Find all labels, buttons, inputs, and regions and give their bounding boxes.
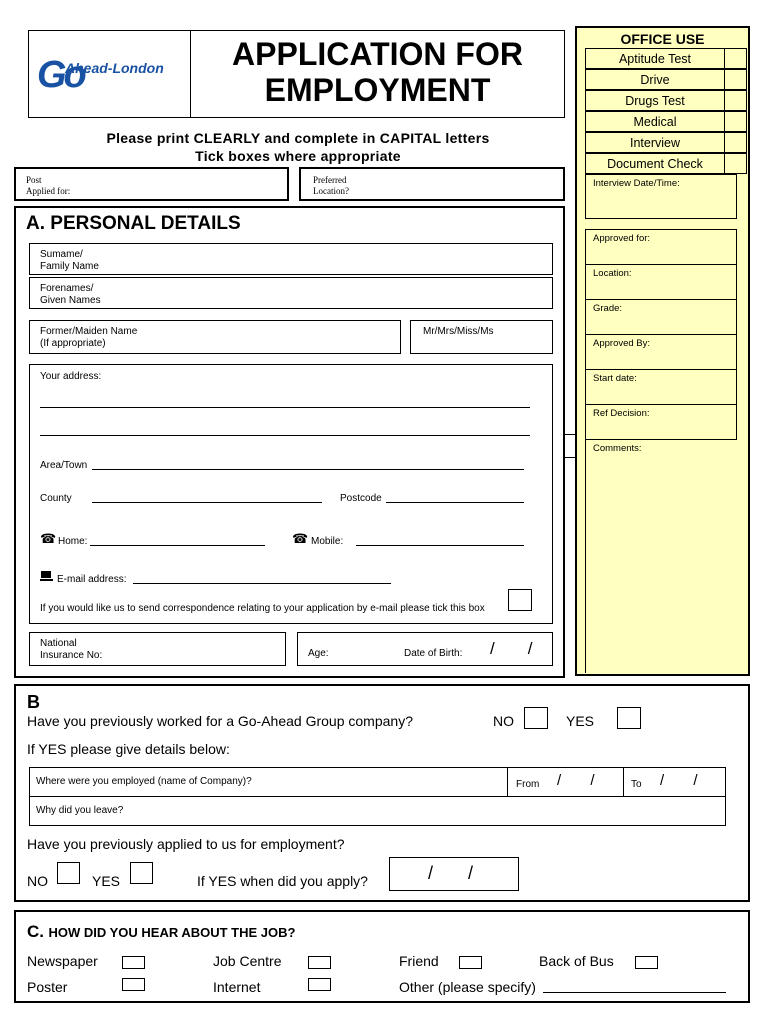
office-field-label: Location: [593, 268, 632, 279]
page-title-line2: EMPLOYMENT [264, 72, 491, 108]
applied-yes-label: YES [92, 873, 121, 889]
phone-mobile-icon: ☎ [292, 531, 309, 546]
post-applied-field[interactable] [14, 167, 289, 201]
office-field-label: Approved By: [593, 338, 651, 349]
address-label: Your address: [40, 371, 102, 382]
area-town-line[interactable] [92, 469, 524, 470]
worked-no-checkbox[interactable] [524, 707, 548, 729]
address-line-1[interactable] [40, 407, 530, 408]
option-back-of-bus-label: Back of Bus [539, 953, 614, 969]
applied-no-checkbox[interactable] [57, 862, 80, 884]
title-box [190, 30, 565, 118]
option-internet-checkbox[interactable] [308, 978, 331, 991]
county-line[interactable] [92, 502, 322, 503]
office-checkbox-aptitude-test[interactable] [724, 48, 747, 69]
why-left-field[interactable] [30, 796, 725, 825]
to-label: To [631, 779, 642, 790]
option-friend-checkbox[interactable] [459, 956, 482, 969]
option-newspaper-checkbox[interactable] [122, 956, 145, 969]
office-field-start-date[interactable] [585, 369, 737, 405]
email-tick-text: If you would like us to send correspondence relating to your application by e-mail please tick this box [40, 603, 485, 614]
preferred-location-label: Preferred Location? [313, 175, 349, 196]
instruction-tick: Tick boxes where appropriate [195, 148, 401, 164]
home-phone-line[interactable] [90, 545, 265, 546]
from-label: From [516, 779, 540, 790]
comments-area[interactable] [585, 433, 737, 673]
surname-field[interactable] [29, 243, 553, 275]
office-check-document-check: Document Check [585, 153, 725, 174]
office-checkbox-document-check[interactable] [724, 153, 747, 174]
computer-icon [40, 571, 53, 582]
office-use-panel [575, 26, 750, 676]
post-applied-label: Post Applied for: [26, 175, 71, 196]
to-slashes: / / [660, 772, 698, 789]
national-insurance-field[interactable] [29, 632, 286, 666]
area-town-label: Area/Town [40, 460, 88, 471]
title-field-label: Mr/Mrs/Miss/Ms [423, 326, 494, 337]
option-job-centre-checkbox[interactable] [308, 956, 331, 969]
section-c-title: HOW DID YOU HEAR ABOUT THE JOB? [48, 925, 296, 940]
interview-date-time-label: Interview Date/Time: [593, 178, 680, 189]
mobile-phone-line[interactable] [356, 545, 524, 546]
age-label: Age: [308, 648, 329, 659]
home-phone-label: Home: [58, 536, 88, 547]
section-a-personal-details [14, 206, 565, 678]
office-checkbox-drugs-test[interactable] [724, 90, 747, 111]
option-other-line[interactable] [543, 992, 726, 993]
section-c-heading [27, 922, 295, 942]
previously-worked-question: Have you previously worked for a Go-Ahead Group company? [27, 713, 413, 729]
office-checkbox-interview[interactable] [724, 132, 747, 153]
section-b-previous-employment [14, 684, 750, 902]
national-insurance-label: National Insurance No: [40, 638, 103, 661]
preferred-location-field[interactable] [299, 167, 565, 201]
office-field-label: Start date: [593, 373, 637, 384]
option-poster-checkbox[interactable] [122, 978, 145, 991]
logo-box [28, 30, 191, 118]
applied-yes-checkbox[interactable] [130, 862, 153, 884]
option-newspaper-label: Newspaper [27, 953, 98, 969]
office-check-drugs-test: Drugs Test [585, 90, 725, 111]
worked-yes-label: YES [566, 713, 595, 729]
office-check-interview: Interview [585, 132, 725, 153]
email-consent-checkbox[interactable] [508, 589, 532, 611]
office-checkbox-medical[interactable] [724, 111, 747, 132]
phone-home-icon: ☎ [40, 531, 57, 546]
title-field[interactable] [410, 320, 553, 354]
option-poster-label: Poster [27, 979, 68, 995]
office-use-title: OFFICE USE [620, 31, 705, 47]
office-check-medical: Medical [585, 111, 725, 132]
interview-date-time-field[interactable] [585, 174, 737, 219]
section-b-heading: B [27, 692, 40, 712]
office-field-location[interactable] [585, 264, 737, 300]
company-label: Where were you employed (name of Company)? [36, 776, 252, 787]
dob-label: Date of Birth: [404, 648, 463, 659]
office-check-drive: Drive [585, 69, 725, 90]
previously-applied-question: Have you previously applied to us for employment? [27, 836, 345, 852]
age-dob-field [297, 632, 553, 666]
page-title-line1: APPLICATION FOR [232, 36, 523, 72]
option-other-label: Other (please specify) [399, 979, 536, 995]
logo-go-text: Go [37, 54, 84, 96]
applied-date-field[interactable] [389, 857, 519, 891]
option-back-of-bus-checkbox[interactable] [635, 956, 658, 969]
option-friend-label: Friend [399, 953, 439, 969]
office-field-label: Comments: [593, 443, 642, 454]
go-ahead-logo [37, 53, 187, 97]
email-line[interactable] [133, 583, 391, 584]
forenames-field[interactable] [29, 277, 553, 309]
postcode-line[interactable] [386, 502, 524, 503]
applied-no-label: NO [27, 873, 48, 889]
office-check-aptitude-test: Aptitude Test [585, 48, 725, 69]
office-field-grade[interactable] [585, 299, 737, 335]
dob-slashes[interactable]: / / [490, 639, 533, 658]
why-left-label: Why did you leave? [36, 805, 124, 816]
company-field[interactable] [30, 768, 508, 796]
forenames-label: Forenames/ Given Names [40, 283, 101, 306]
postcode-label: Postcode [340, 493, 382, 504]
when-applied-label: If YES when did you apply? [197, 873, 368, 889]
yes-details-instruction: If YES please give details below: [27, 741, 230, 757]
logo-ahead-london-text: Ahead-London [65, 60, 164, 76]
to-date-field[interactable] [624, 768, 725, 796]
office-field-label: Grade: [593, 303, 623, 314]
applied-date-slashes: / / [428, 863, 474, 883]
section-c-letter: C. [27, 922, 44, 941]
address-block [29, 364, 553, 624]
maiden-name-field[interactable] [29, 320, 401, 354]
section-c-how-heard [14, 910, 750, 1003]
address-line-2[interactable] [40, 435, 530, 436]
office-field-approved-for[interactable] [585, 229, 737, 265]
from-date-field[interactable] [508, 768, 624, 796]
office-field-label: Ref Decision: [593, 408, 650, 419]
email-label: E-mail address: [57, 574, 127, 585]
worked-no-label: NO [493, 713, 514, 729]
instruction-capitals: Please print CLEARLY and complete in CAPITAL letters [106, 130, 490, 146]
mobile-phone-label: Mobile: [311, 536, 344, 547]
from-slashes: / / [557, 772, 595, 789]
county-label: County [40, 493, 72, 504]
office-field-label: Approved for: [593, 233, 651, 244]
option-internet-label: Internet [213, 979, 261, 995]
section-a-heading: A. PERSONAL DETAILS [26, 213, 241, 234]
worked-yes-checkbox[interactable] [617, 707, 641, 729]
office-checkbox-drive[interactable] [724, 69, 747, 90]
office-field-approved-by[interactable] [585, 334, 737, 370]
maiden-name-label: Former/Maiden Name (If appropriate) [40, 326, 138, 349]
surname-label: Sumame/ Family Name [40, 249, 99, 272]
option-job-centre-label: Job Centre [213, 953, 282, 969]
employment-details-table [29, 767, 726, 826]
